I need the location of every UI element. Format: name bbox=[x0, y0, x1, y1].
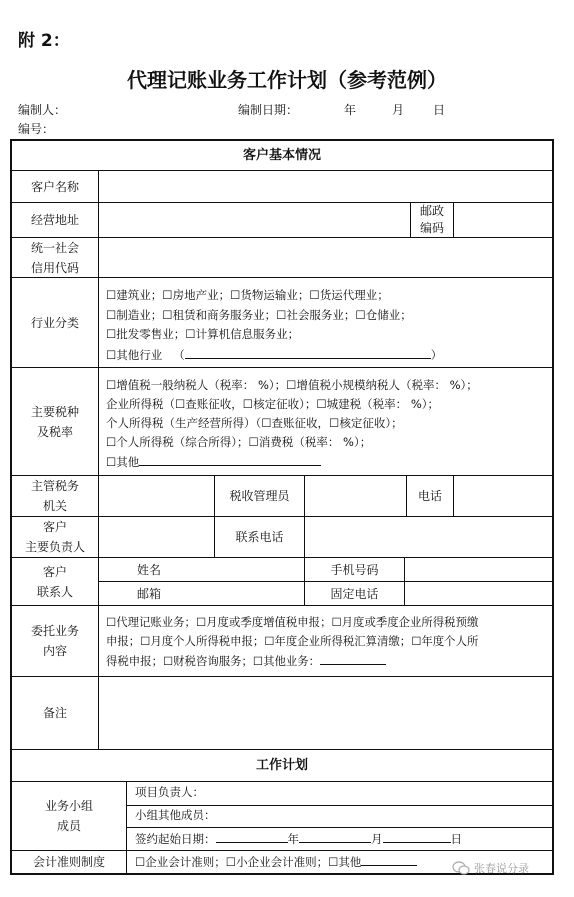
entrust-line[interactable]: ☐代理记账业务；☐月度或季度增值税申报；☐月度或季度企业所得税预缴 bbox=[106, 615, 479, 629]
standards-label: 会计准则制度 bbox=[32, 855, 105, 869]
tax-line[interactable]: 个人所得税（生产经营所得）（☐查账征收，☐核定征收）； bbox=[106, 416, 403, 430]
tax-org-label-line2: 机关 bbox=[42, 499, 67, 513]
contact-label-line2: 联系人 bbox=[36, 584, 73, 599]
sign-month-blank[interactable] bbox=[299, 829, 371, 843]
standards-options[interactable] bbox=[135, 852, 417, 873]
date-label: 编制日期： bbox=[238, 103, 299, 117]
principal-label-line2: 主要负责人 bbox=[24, 540, 85, 554]
sign-day-blank[interactable] bbox=[383, 829, 451, 843]
date-year-label: 年 bbox=[344, 103, 357, 117]
chat-bubble-icon bbox=[452, 861, 470, 875]
date-day-label: 日 bbox=[433, 103, 446, 117]
name-field[interactable] bbox=[200, 558, 304, 581]
postal-code-label bbox=[411, 203, 453, 237]
industry-options[interactable] bbox=[106, 286, 442, 365]
project-lead-label[interactable]: 项目负责人： bbox=[135, 785, 204, 799]
tax-other-line[interactable] bbox=[106, 452, 478, 472]
date-month-label: 月 bbox=[392, 103, 405, 117]
tax-label bbox=[12, 368, 98, 475]
industry-label: 行业分类 bbox=[30, 315, 79, 330]
postal-code-label-line1: 邮政 bbox=[419, 204, 444, 218]
tax-org-label-line1: 主管税务 bbox=[30, 479, 79, 493]
mobile-field[interactable] bbox=[405, 558, 552, 581]
entrust-other-option[interactable]: 得税申报；☐财税咨询服务；☐其他业务： bbox=[106, 654, 321, 668]
sign-month-label: 月 bbox=[371, 832, 383, 846]
landline-field[interactable] bbox=[405, 582, 552, 605]
tax-org-field[interactable] bbox=[99, 476, 214, 516]
credit-code-label-line2: 信用代码 bbox=[30, 260, 79, 275]
mobile-label: 手机号码 bbox=[330, 562, 379, 577]
tax-line[interactable]: ☐个人所得税（综合所得）；☐消费税（税率： %）； bbox=[106, 435, 372, 449]
contact-label bbox=[12, 558, 98, 605]
number-label: 编号： bbox=[18, 122, 55, 136]
plan-form bbox=[10, 139, 554, 875]
industry-line[interactable]: ☐制造业；☐租赁和商务服务业；☐社会服务业；☐仓储业； bbox=[106, 307, 412, 322]
tax-label-line1: 主要税种 bbox=[30, 404, 79, 419]
tax-manager-label: 税收管理员 bbox=[229, 489, 290, 503]
tax-options[interactable] bbox=[106, 376, 478, 472]
watermark bbox=[452, 860, 529, 876]
entrust-label-line2: 内容 bbox=[42, 644, 67, 658]
tax-label-line2: 及税率 bbox=[36, 424, 73, 439]
industry-close-paren: ） bbox=[430, 347, 443, 362]
tax-line[interactable]: ☐增值税一般纳税人（税率： %）；☐增值税小规模纳税人（税率： %）； bbox=[106, 378, 478, 392]
standards-other-blank[interactable] bbox=[361, 852, 417, 866]
postal-code-label-line2: 编码 bbox=[419, 221, 444, 235]
industry-line[interactable]: ☐建筑业；☐房地产业；☐货物运输业；☐货运代理业； bbox=[106, 288, 389, 302]
form-border-right bbox=[552, 139, 554, 875]
principal-field[interactable] bbox=[99, 517, 214, 557]
sign-day-label: 日 bbox=[450, 832, 462, 846]
column-divider bbox=[126, 781, 127, 873]
page-title: 代理记账业务工作计划（参考范例） bbox=[127, 68, 447, 92]
tax-org-label bbox=[12, 476, 98, 516]
industry-line[interactable]: ☐批发零售业；☐计算机信息服务业； bbox=[106, 327, 300, 341]
entrust-label bbox=[12, 606, 98, 676]
landline-label: 固定电话 bbox=[330, 586, 379, 601]
entrust-label-line1: 委托业务 bbox=[30, 624, 79, 638]
client-name-label: 客户名称 bbox=[30, 179, 79, 194]
industry-other-line[interactable] bbox=[106, 345, 442, 366]
section-client-basic: 客户基本情况 bbox=[242, 147, 321, 163]
industry-open-paren: （ bbox=[173, 347, 185, 362]
address-field[interactable] bbox=[99, 203, 410, 237]
sign-year-blank[interactable] bbox=[216, 829, 288, 843]
credit-code-label bbox=[12, 238, 98, 277]
email-label: 邮箱 bbox=[136, 586, 161, 601]
industry-other-option[interactable]: ☐其他行业 bbox=[106, 347, 163, 362]
team-label-line2: 成员 bbox=[56, 819, 81, 833]
phone-field[interactable] bbox=[454, 476, 552, 516]
tax-line[interactable]: 企业所得税（☐查账征收，☐核定征收）；☐城建税（税率： %）； bbox=[106, 397, 440, 411]
tax-manager-field[interactable] bbox=[305, 476, 406, 516]
watermark-text: 张春说分录 bbox=[474, 862, 529, 875]
contact-phone-label: 联系电话 bbox=[235, 530, 284, 544]
principal-label-line1: 客户 bbox=[42, 520, 67, 534]
phone-label: 电话 bbox=[417, 489, 442, 503]
email-field[interactable] bbox=[200, 582, 304, 605]
industry-other-blank[interactable] bbox=[185, 345, 431, 359]
entrust-line[interactable]: 申报；☐月度个人所得税申报；☐年度企业所得税汇算清缴；☐年度个人所 bbox=[106, 634, 479, 648]
other-members-label[interactable]: 小组其他成员： bbox=[135, 808, 216, 822]
name-label: 姓名 bbox=[136, 562, 161, 577]
credit-code-field[interactable] bbox=[99, 238, 552, 277]
attachment-label: 附 2： bbox=[18, 31, 70, 51]
entrust-other-line[interactable] bbox=[106, 651, 478, 671]
team-label bbox=[12, 782, 126, 850]
standards-line[interactable]: ☐企业会计准则；☐小企业会计准则；☐其他 bbox=[135, 855, 362, 869]
tax-other-blank[interactable] bbox=[139, 452, 321, 466]
address-label: 经营地址 bbox=[30, 213, 79, 227]
tax-other-option[interactable]: ☐其他 bbox=[106, 455, 140, 469]
entrust-other-blank[interactable] bbox=[320, 651, 386, 665]
sign-date-label: 签约起始日期： bbox=[135, 832, 216, 846]
principal-label bbox=[12, 517, 98, 557]
entrust-options[interactable] bbox=[106, 613, 478, 671]
contact-label-line1: 客户 bbox=[42, 564, 67, 579]
team-label-line1: 业务小组 bbox=[44, 799, 93, 813]
editor-label: 编制人： bbox=[18, 103, 67, 117]
client-name-field[interactable] bbox=[99, 171, 552, 202]
sign-year-label: 年 bbox=[287, 832, 299, 846]
postal-code-field[interactable] bbox=[454, 203, 552, 237]
sign-date-line[interactable] bbox=[135, 829, 462, 850]
remarks-label: 备注 bbox=[42, 706, 67, 720]
section-work-plan: 工作计划 bbox=[255, 757, 308, 773]
row-divider bbox=[126, 827, 554, 828]
remarks-field[interactable] bbox=[99, 677, 552, 749]
credit-code-label-line1: 统一社会 bbox=[30, 240, 79, 255]
contact-phone-field[interactable] bbox=[305, 517, 552, 557]
